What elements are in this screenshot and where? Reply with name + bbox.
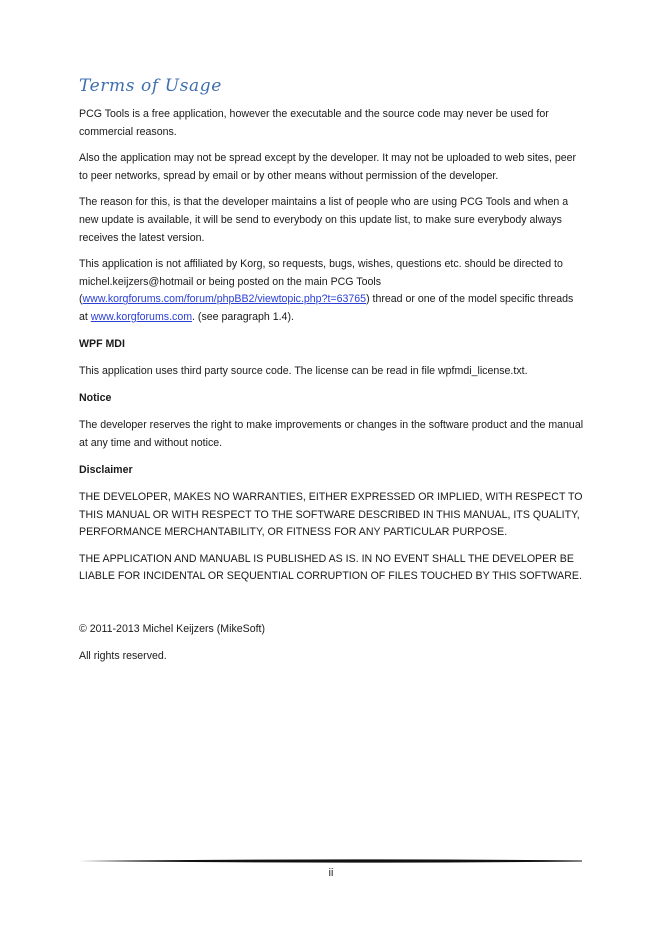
- forum-thread-link[interactable]: www.korgforums.com/forum/phpBB2/viewtopic.php?t=63765: [82, 293, 367, 306]
- affiliation-text-2: ) thread or one of the model specific threads at: [79, 293, 574, 323]
- paragraph-distribution: Also the application may not be spread except by the developer. It may not be uploaded to web sites, peer to peer networks, spread by email or by other means without permission of the developer.: [79, 152, 577, 182]
- korgforums-link[interactable]: www.korgforums.com: [90, 310, 193, 323]
- all-rights-reserved: All rights reserved.: [79, 649, 167, 662]
- notice-heading: Notice: [79, 391, 112, 404]
- affiliation-text-1: This application is not affiliated by Korg, so requests, bugs, wishes, questions etc. should be directed to michel.keijzers@hotmail or being posted on the main PCG Tools (: [79, 258, 563, 306]
- footer-divider: [79, 857, 582, 865]
- page-number: ii: [328, 867, 334, 879]
- wpf-mdi-heading: WPF MDI: [79, 337, 125, 350]
- affiliation-text-3: . (see paragraph 1.4).: [192, 310, 294, 323]
- paragraph-free-application: PCG Tools is a free application, however the executable and the source code may never be used for commercial reasons.: [79, 108, 549, 138]
- disclaimer-text-warranty: THE DEVELOPER, MAKES NO WARRANTIES, EITHER EXPRESSED OR IMPLIED, WITH RESPECT TO THIS MANUAL OR WITH RESPECT TO THE SOFTWARE DESCRIBED IN THIS MANUAL, ITS QUALITY, PERFORMANCE MERCHANTABILITY, OR FITNESS FOR ANY PARTICULAR PURPOSE.: [79, 491, 583, 539]
- document-page: [79, 76, 584, 674]
- paragraph-korg-affiliation: [79, 256, 584, 326]
- copyright-notice: © 2011-2013 Michel Keijzers (MikeSoft): [79, 623, 266, 636]
- disclaimer-text-as-is: THE APPLICATION AND MANUABL IS PUBLISHED AS IS. IN NO EVENT SHALL THE DEVELOPER BE LIABLE FOR INCIDENTAL OR SEQUENTIAL CORRUPTION OF FILES TOUCHED BY THIS SOFTWARE.: [79, 552, 582, 583]
- page-title: Terms of Usage: [79, 76, 222, 96]
- notice-text: The developer reserves the right to make improvements or changes in the software product and the manual at any time and without notice.: [79, 419, 584, 449]
- disclaimer-heading: Disclaimer: [79, 463, 133, 476]
- wpf-mdi-text: This application uses third party source code. The license can be read in file wpfmdi_license.txt.: [79, 365, 528, 378]
- paragraph-update-list: The reason for this, is that the developer maintains a list of people who are using PCG Tools and when a new update is available, it will be send to everybody on this update list, to make sure everybody always receives the latest version.: [79, 196, 569, 244]
- spacer: [79, 595, 584, 621]
